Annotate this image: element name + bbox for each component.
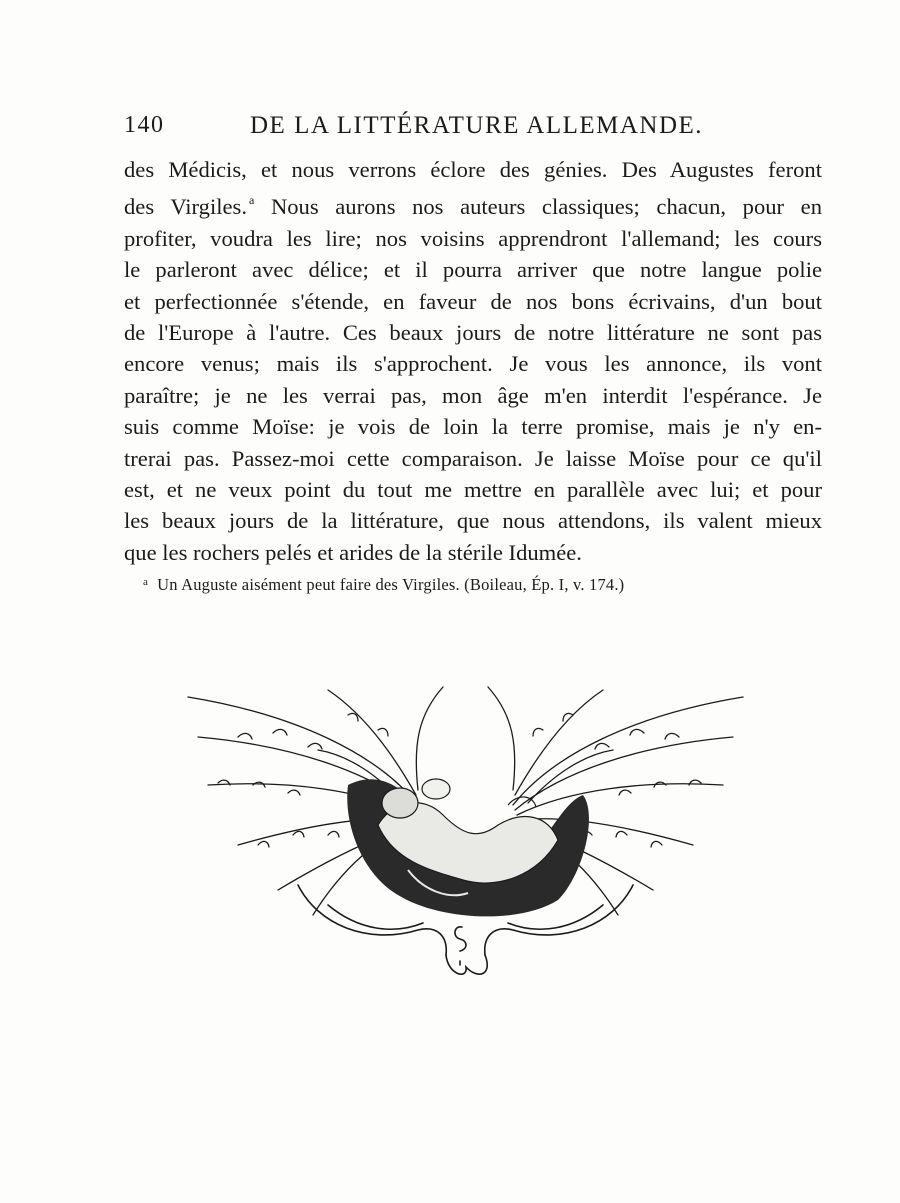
page-number: 140 xyxy=(124,112,165,138)
text-line: et perfectionnée s'étende, en faveur de nos bons écrivains, d'un bout xyxy=(124,288,822,314)
footnote-text: Un Auguste aisément peut faire des Virgiles. (Boileau, Ép. I, v. 174.) xyxy=(157,575,625,594)
text-line: les beaux jours de la littérature, que nous attendons, ils valent mieux xyxy=(124,508,822,534)
footnote xyxy=(143,575,624,595)
text-line: trerai pas. Passez-moi cette comparaison. Je laisse Moïse pour ce qu'il xyxy=(124,445,822,471)
text-line: suis comme Moïse: je vois de loin la terre promise, mais je n'y en- xyxy=(124,414,822,440)
text-line: est, et ne veux point du tout me mettre en parallèle avec lui; et pour xyxy=(124,477,822,503)
text-line: des Médicis, et nous verrons éclore des génies. Des Augustes feront xyxy=(124,157,822,182)
text-line-last: que les rochers pelés et arides de la stérile Idumée. xyxy=(124,539,582,565)
text-line xyxy=(124,185,822,222)
running-title: DE LA LITTÉRATURE ALLEMANDE. xyxy=(250,112,704,139)
rococo-cartouche-ornament-icon xyxy=(178,675,753,985)
text-line-rest: Nous aurons nos auteurs classiques; chacun, pour en xyxy=(270,194,823,220)
text-line: encore venus; mais ils s'approchent. Je vous les annonce, ils vont xyxy=(124,351,822,377)
pelt-and-cherub xyxy=(347,779,589,916)
footnote-reference: a xyxy=(249,193,255,208)
running-head xyxy=(124,112,824,146)
footnote-marker: a xyxy=(143,576,149,588)
text-line: paraître; je ne les verrai pas, mon âge m'en interdit l'espérance. Je xyxy=(124,382,822,408)
text-line: profiter, voudra les lire; nos voisins apprendront l'allemand; les cours xyxy=(124,225,822,251)
text-line: de l'Europe à l'autre. Ces beaux jours de notre littérature ne sont pas xyxy=(124,320,822,346)
text-line: le parleront avec délice; et il pourra arriver que notre langue polie xyxy=(124,257,822,283)
text-line-start: des Virgiles. xyxy=(124,194,247,220)
body-text xyxy=(124,154,822,568)
